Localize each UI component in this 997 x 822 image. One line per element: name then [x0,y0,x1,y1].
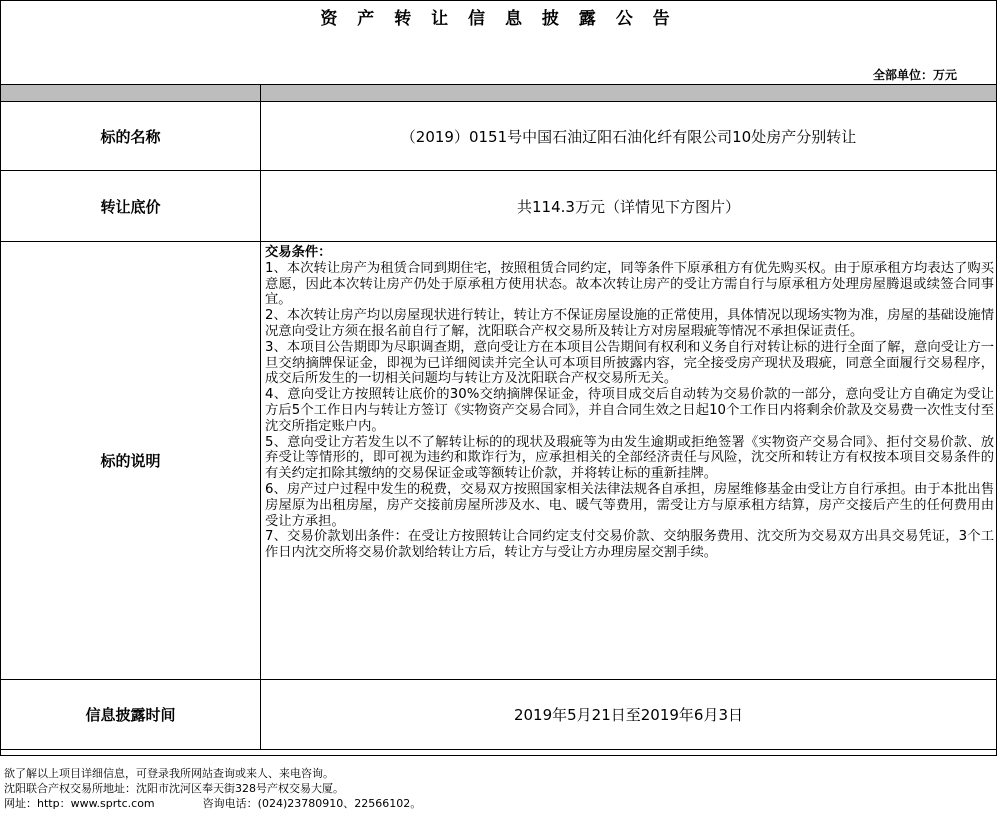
disclosure-period-value: 2019年5月21日至2019年6月3日 [261,680,997,750]
footer-website: 网址：http：www.sprtc.com [4,797,155,810]
page-title: 资 产 转 让 信 息 披 露 公 告 [320,9,677,29]
transaction-conditions [261,242,996,561]
row-disclosure-period [1,680,997,750]
condition-item: 3、本项目公告期即为尽职调查期，意向受让方在本项目公告期间有权利和义务自行对转让标的进行全面了解，意向受让方一旦交纳摘牌保证金，即视为已详细阅读并完全认可本项目所披露内容，完全接受房产现状及瑕疵，同意全面履行交易程序，成交后所发生的一切相关问题均与转让方及沈阳联合产权交易所无关。 [265,339,994,387]
footer-contact-line [4,796,421,811]
footer-address: 沈阳联合产权交易所地址：沈阳市沈河区奉天街328号产权交易大厦。 [4,782,344,795]
header-bar-left [1,85,261,102]
condition-item: 6、房产过户过程中发生的税费，交易双方按照国家相关法律法规各自承担，房屋维修基金由受让方自行承担。由于本批出售房屋原为出租房屋，房产交接前房屋所涉及水、电、暖气等费用，需受让方与原承租方结算，房产交接后产生的任何费用由受让方承担。 [265,481,994,529]
reserve-price-value: 共114.3万元（详情见下方图片） [261,171,997,242]
row-asset-description [1,242,997,680]
header-bar-right [261,85,997,102]
asset-description-label: 标的说明 [1,242,261,680]
disclosure-period-label: 信息披露时间 [1,680,261,750]
condition-item: 2、本次转让房产均以房屋现状进行转让，转让方不保证房屋设施的正常使用，具体情况以现场实物为准，房屋的基础设施情况意向受让方须在报名前自行了解，沈阳联合产权交易所及转让方对房屋瑕疵等情况不承担保证责任。 [265,308,994,339]
asset-name-value: （2019）0151号中国石油辽阳石油化纤有限公司10处房产分别转让 [261,102,997,171]
row-reserve-price [1,171,997,242]
reserve-price-label: 转让底价 [1,171,261,242]
contact-footer [4,766,421,811]
row-asset-name [1,102,997,171]
asset-name-label: 标的名称 [1,102,261,171]
disclosure-table [0,84,997,750]
condition-item: 7、交易价款划出条件：在受让方按照转让合同约定支付交易价款、交纳服务费用、沈交所为交易双方出具交易凭证，3个工作日内沈交所将交易价款划给转让方后，转让方与受让方办理房屋交割手续。 [265,529,994,561]
conditions-heading: 交易条件： [265,245,332,260]
unit-note: 全部单位：万元 [872,68,957,82]
header-bar [1,85,997,102]
footer-inquiry-note: 欲了解以上项目详细信息，可登录我所网站查询或来人、来电咨询。 [4,767,334,780]
footer-phone: 咨询电话：(024)23780910、22566102。 [202,797,422,810]
condition-item: 4、意向受让方按照转让底价的30%交纳摘牌保证金，待项目成交后自动转为交易价款的一部分，意向受让方自确定为受让方后5个工作日内与转让方签订《实物资产交易合同》，并自合同生效之日起10个工作日内将剩余价款及交易费一次性支付至沈交所指定账户内。 [265,387,994,434]
condition-item: 5、意向受让方若发生以不了解转让标的的现状及瑕疵等为由发生逾期或拒绝签署《实物资产交易合同》、拒付交易价款、放弃受让等情形的，即可视为违约和欺诈行为，应承担相关的全部经济责任与风险，沈交所和转让方有权按本项目交易条件的有关约定扣除其缴纳的交易保证金或等额转让价款，并将转让标的重新挂牌。 [265,434,994,482]
asset-description-cell [261,242,997,680]
condition-item: 1、本次转让房产为租赁合同到期住宅，按照租赁合同约定，同等条件下原承租方有优先购买权。由于原承租方均表达了购买意愿，因此本次转让房产仍处于原承租方使用状态。故本次转让房产的受让方需自行与原承租方处理房屋腾退或续签合同事宜。 [265,260,994,308]
